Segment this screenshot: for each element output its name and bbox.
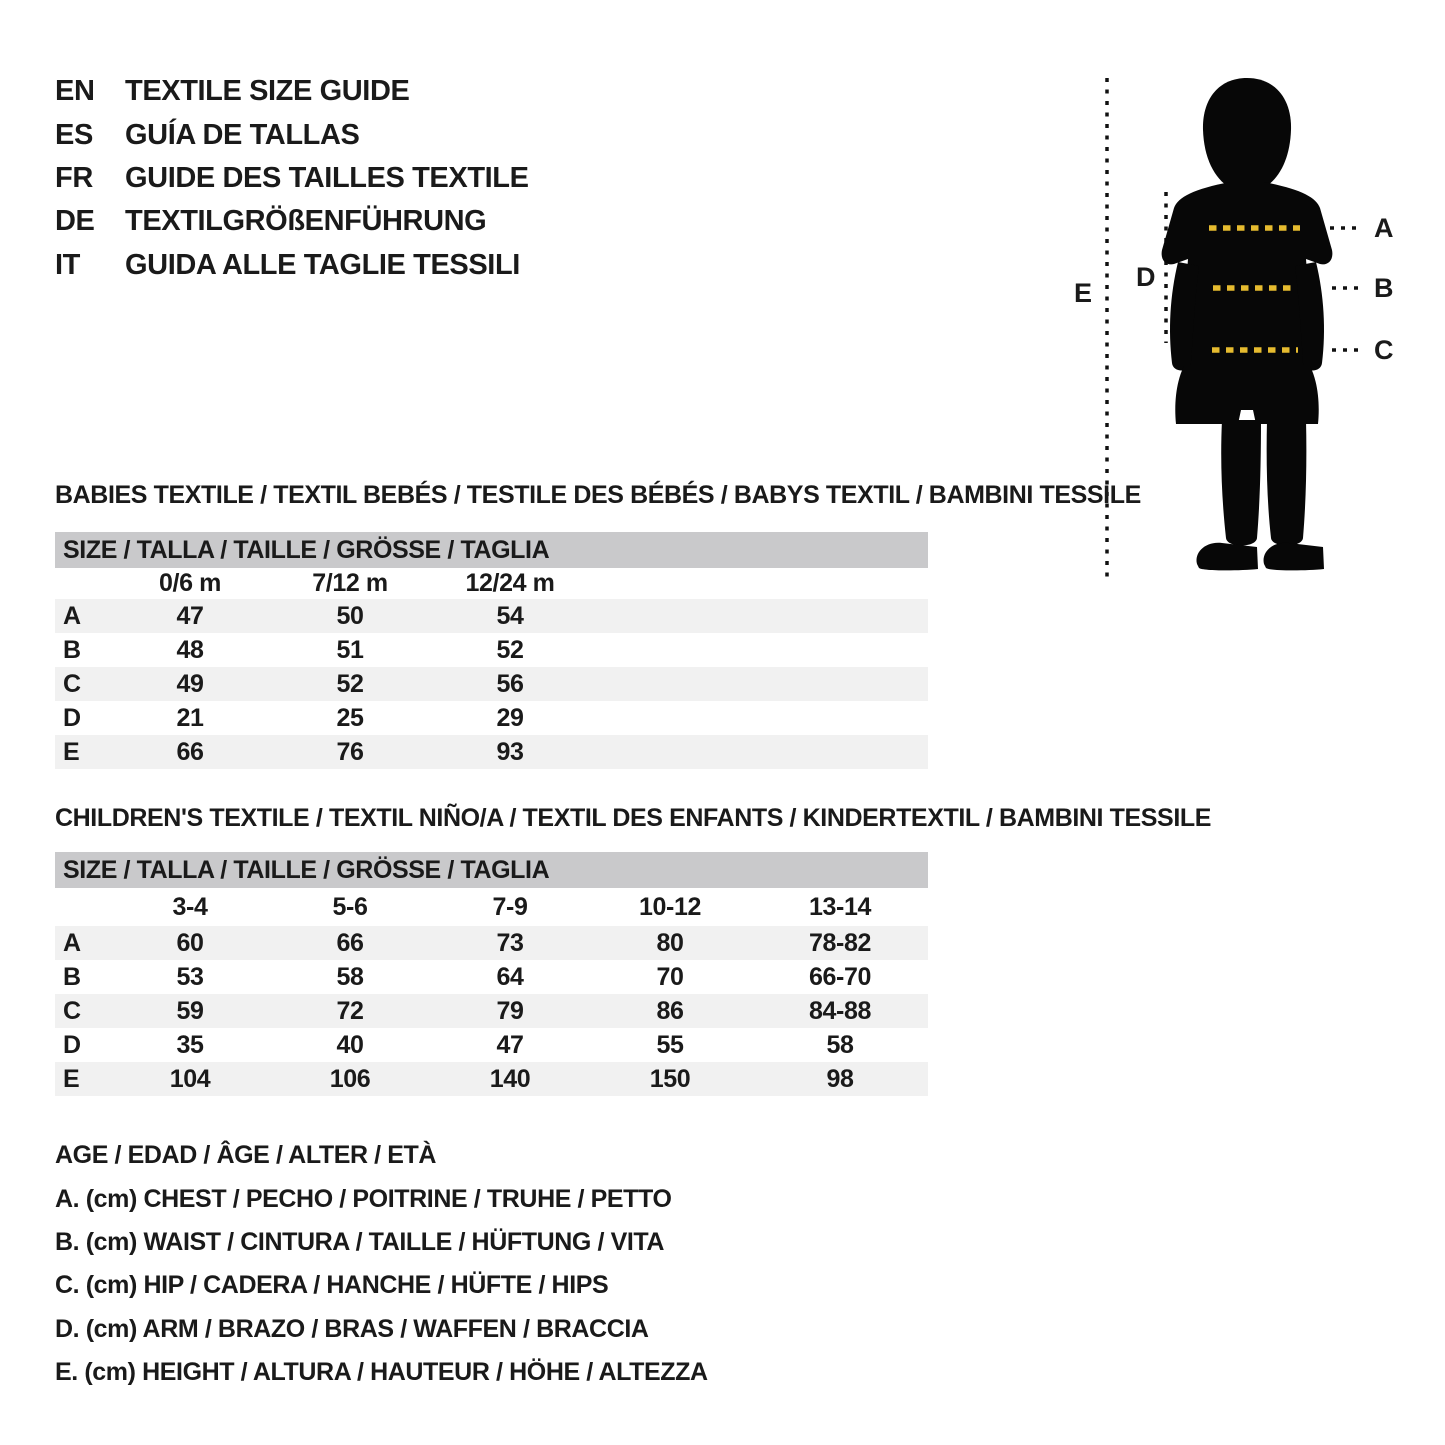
value-cell: 59 <box>176 996 204 1025</box>
lang-line-it <box>55 244 529 287</box>
diagram-label-c: C <box>1374 335 1394 365</box>
legend-line-arm: D. (cm) ARM / BRAZO / BRAS / WAFFEN / BRACCIA <box>55 1314 649 1343</box>
legend-line-height: E. (cm) HEIGHT / ALTURA / HAUTEUR / HÖHE / ALTEZZA <box>55 1358 708 1387</box>
value-cell: 58 <box>336 962 364 991</box>
babies-size-table <box>55 532 928 769</box>
value-cell: 76 <box>336 737 364 766</box>
value-cell: 21 <box>176 703 204 732</box>
diagram-label-b: B <box>1374 273 1394 303</box>
lang-code: IT <box>55 248 80 281</box>
value-cell: 56 <box>496 669 524 698</box>
lang-title: GUÍA DE TALLAS <box>125 118 360 151</box>
language-title-list <box>55 70 529 287</box>
value-cell: 50 <box>336 601 364 630</box>
value-cell: 93 <box>496 737 524 766</box>
value-cell: 73 <box>496 928 524 957</box>
table-row <box>55 1062 928 1096</box>
table-row <box>55 1028 928 1062</box>
table-row <box>55 735 928 769</box>
value-cell: 52 <box>496 635 524 664</box>
value-cell: 79 <box>496 996 524 1025</box>
table-body <box>55 599 928 769</box>
value-cell: 54 <box>496 601 524 630</box>
table-row <box>55 599 928 633</box>
value-cell: 55 <box>656 1030 684 1059</box>
lang-title: GUIDE DES TAILLES TEXTILE <box>125 161 529 194</box>
lang-line-es <box>55 113 529 156</box>
diagram-label-e: E <box>1074 278 1092 308</box>
value-cell: 66 <box>336 928 364 957</box>
value-cell: 49 <box>176 669 204 698</box>
value-cell: 150 <box>649 1064 691 1093</box>
legend-line-waist: B. (cm) WAIST / CINTURA / TAILLE / HÜFTUNG / VITA <box>55 1227 665 1256</box>
table-body <box>55 926 928 1096</box>
row-label: C <box>63 669 81 698</box>
lang-code: ES <box>55 118 93 151</box>
column-header: 10-12 <box>639 892 701 921</box>
value-cell: 86 <box>656 996 684 1025</box>
value-cell: 64 <box>496 962 524 991</box>
column-header: 0/6 m <box>159 569 221 597</box>
table-row <box>55 926 928 960</box>
table-row <box>55 994 928 1028</box>
lang-line-en <box>55 70 529 113</box>
size-header-bar: SIZE / TALLA / TAILLE / GRÖSSE / TAGLIA <box>55 532 928 568</box>
column-header-row <box>55 888 928 926</box>
column-header: 13-14 <box>809 892 871 921</box>
value-cell: 106 <box>329 1064 371 1093</box>
value-cell: 84-88 <box>809 996 871 1025</box>
diagram-label-a: A <box>1374 213 1394 243</box>
lang-code: FR <box>55 161 93 194</box>
lang-line-fr <box>55 157 529 200</box>
table-row <box>55 633 928 667</box>
row-label: D <box>63 1030 81 1059</box>
lang-line-de <box>55 200 529 243</box>
value-cell: 72 <box>336 996 364 1025</box>
column-header: 5-6 <box>332 892 368 921</box>
row-label: C <box>63 996 81 1025</box>
column-header: 7-9 <box>492 892 528 921</box>
babies-section-title: BABIES TEXTILE / TEXTIL BEBÉS / TESTILE DES BÉBÉS / BABYS TEXTIL / BAMBINI TESSILE <box>55 481 1141 509</box>
row-label: D <box>63 703 81 732</box>
value-cell: 66-70 <box>809 962 871 991</box>
table-row <box>55 667 928 701</box>
value-cell: 140 <box>489 1064 531 1093</box>
lang-code: EN <box>55 75 95 108</box>
value-cell: 66 <box>176 737 204 766</box>
lang-title: GUIDA ALLE TAGLIE TESSILI <box>125 248 520 281</box>
column-header: 7/12 m <box>312 569 388 597</box>
value-cell: 29 <box>496 703 524 732</box>
value-cell: 53 <box>176 962 204 991</box>
column-header: 3-4 <box>172 892 208 921</box>
value-cell: 58 <box>826 1030 854 1059</box>
value-cell: 48 <box>176 635 204 664</box>
lang-title: TEXTILE SIZE GUIDE <box>125 75 410 108</box>
value-cell: 60 <box>176 928 204 957</box>
column-header: 12/24 m <box>465 569 555 597</box>
value-cell: 80 <box>656 928 684 957</box>
value-cell: 25 <box>336 703 364 732</box>
value-cell: 70 <box>656 962 684 991</box>
measurement-legend <box>55 1134 708 1394</box>
legend-line-age: AGE / EDAD / ÂGE / ALTER / ETÀ <box>55 1141 437 1170</box>
value-cell: 52 <box>336 669 364 698</box>
value-cell: 35 <box>176 1030 204 1059</box>
children-section-title: CHILDREN'S TEXTILE / TEXTIL NIÑO/A / TEXTIL DES ENFANTS / KINDERTEXTIL / BAMBINI TESSILE <box>55 804 1212 832</box>
row-label: E <box>63 737 80 766</box>
diagram-label-d: D <box>1136 262 1156 292</box>
value-cell: 51 <box>336 635 364 664</box>
row-label: A <box>63 928 81 957</box>
legend-line-chest: A. (cm) CHEST / PECHO / POITRINE / TRUHE / PETTO <box>55 1184 672 1213</box>
table-row <box>55 701 928 735</box>
children-size-table <box>55 852 928 1096</box>
row-label: A <box>63 601 81 630</box>
column-header-row <box>55 568 928 599</box>
value-cell: 98 <box>826 1064 854 1093</box>
child-silhouette-figure <box>1162 78 1333 570</box>
size-header-bar: SIZE / TALLA / TAILLE / GRÖSSE / TAGLIA <box>55 852 928 888</box>
value-cell: 78-82 <box>809 928 871 957</box>
row-label: E <box>63 1064 80 1093</box>
value-cell: 40 <box>336 1030 364 1059</box>
lang-title: TEXTILGRÖßENFÜHRUNG <box>125 205 487 238</box>
value-cell: 47 <box>176 601 204 630</box>
table-row <box>55 960 928 994</box>
value-cell: 104 <box>169 1064 211 1093</box>
value-cell: 47 <box>496 1030 524 1059</box>
row-label: B <box>63 962 81 991</box>
row-label: B <box>63 635 81 664</box>
legend-line-hip: C. (cm) HIP / CADERA / HANCHE / HÜFTE / HIPS <box>55 1271 609 1300</box>
lang-code: DE <box>55 205 95 238</box>
